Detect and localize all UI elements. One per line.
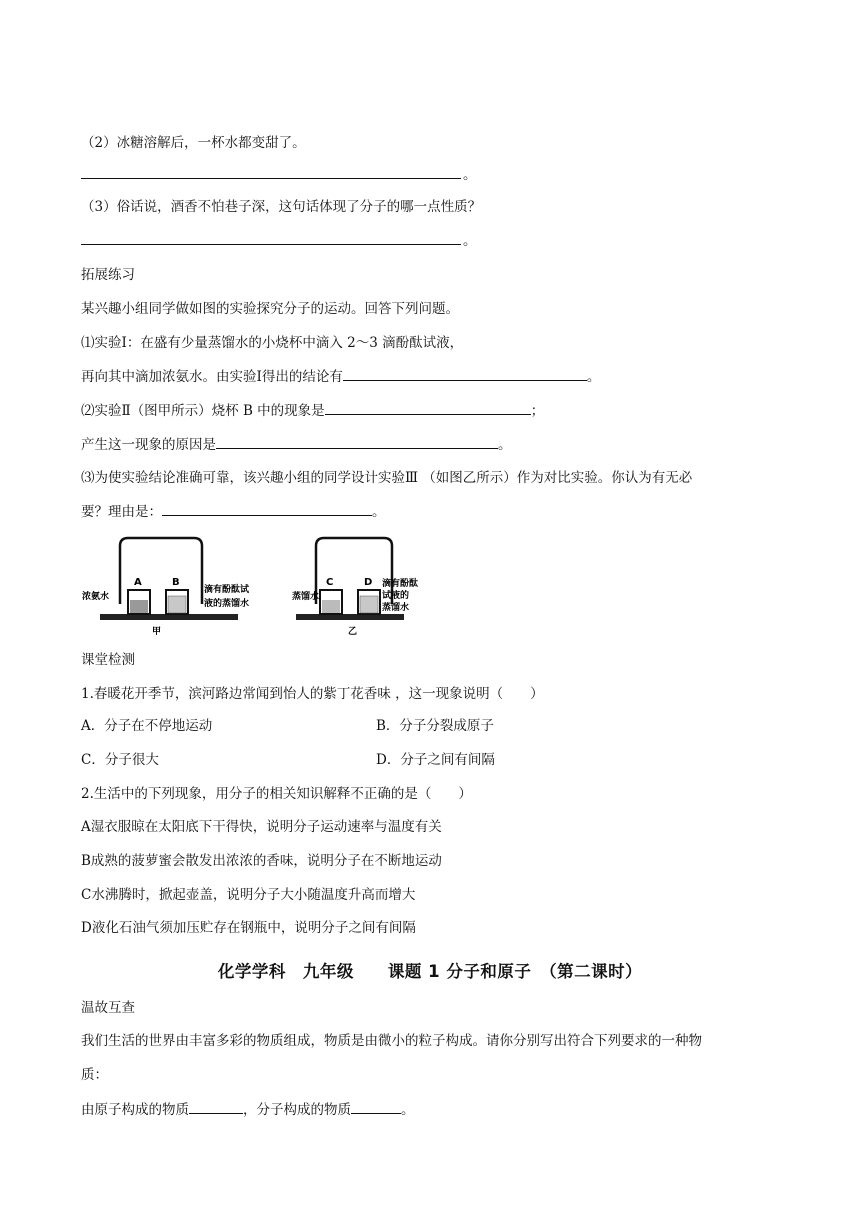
classroom-q2-option-b[interactable]: B成熟的菠萝蜜会散发出浓浓的香味，说明分子在不断地运动 [81,853,442,869]
question-3-text: （3）俗话说，酒香不怕巷子深，这句话体现了分子的哪一点性质？ [81,199,482,215]
extension-intro: 某兴趣小组同学做如图的实验探究分子的运动。回答下列问题。 [81,301,459,317]
review-line3-a: 由原子构成的物质 [81,1102,189,1118]
review-title: 温故互查 [81,1000,135,1016]
extension-p2-line2 [81,435,512,454]
classroom-q2-option-c[interactable]: C水沸腾时，掀起壶盖，说明分子大小随温度升高而增大 [81,887,416,903]
extension-p3-line1: ⑶为使实验结论准确可靠，该兴趣小组的同学设计实验Ⅲ （如图乙所示）作为对比实验。你认为有无必 [81,470,693,486]
extension-p2-line1-text: ⑵实验Ⅱ（图甲所示）烧杯 B 中的现象是 [81,403,325,419]
classroom-q1-option-a[interactable]: A．分子在不停地运动 [81,718,213,734]
classroom-q2-option-a[interactable]: A湿衣服晾在太阳底下干得快，说明分子运动速率与温度有关 [81,819,442,835]
classroom-q1-option-c[interactable]: C．分子很大 [81,752,159,768]
experiment-figure-jia [82,530,272,642]
answer-blank-p3[interactable] [162,502,372,516]
label-c: C [326,577,334,588]
right-label-yi-2: 试液的 [382,591,410,601]
review-line3-b: ，分子构成的物质 [243,1102,351,1118]
classroom-q2: 2.生活中的下列现象，用分子的相关知识解释不正确的是（ ） [81,786,472,802]
extension-p2-line2-end: 。 [498,437,512,453]
classroom-q2-option-d[interactable]: D液化石油气须加压贮存在钢瓶中，说明分子之间有间隔 [81,920,416,936]
distilled-water [322,600,340,613]
answer-blank-p2a[interactable] [325,401,531,415]
extension-p3-line2-text: 要？理由是： [81,504,162,520]
extension-p2-line1 [81,401,544,420]
classroom-q1-option-d[interactable]: D．分子之间有间隔 [376,752,495,768]
answer-line-q3-end: 。 [463,233,477,249]
classroom-q1: 1.春暖花开季节，滨河路边常闻到怡人的紫丁花香味 ，这一现象说明（ ） [81,686,544,702]
base-plate [296,614,404,620]
answer-blank-atom[interactable] [189,1100,243,1114]
experiment-figure-yi [292,530,422,642]
extension-title: 拓展练习 [81,267,135,283]
answer-line-q3[interactable] [81,244,461,245]
caption-jia: 甲 [152,627,162,637]
phenolphthalein-water [168,596,186,613]
extension-p2-end: ； [530,403,545,419]
ammonia-liquid [130,600,148,613]
answer-blank-p1[interactable] [343,367,587,381]
label-b: B [172,577,180,588]
review-line3-end: 。 [401,1102,415,1118]
answer-blank-p2b[interactable] [216,435,498,449]
right-label-jia-2: 液的蒸馏水 [204,599,250,609]
classroom-title: 课堂检测 [81,652,135,668]
left-label-jia: 浓氨水 [82,592,110,602]
review-line1: 我们生活的世界由丰富多彩的物质组成，物质是由微小的粒子构成。请你分别写出符合下列要求的一种物 [81,1033,702,1049]
label-a: A [134,577,142,588]
right-label-jia-1: 滴有酚酞试 [204,585,250,595]
extension-p3-line2 [81,502,386,521]
answer-line-q2-end: 。 [463,167,477,183]
extension-p1-line2 [81,367,600,386]
review-line3 [81,1100,415,1119]
answer-line-q2[interactable] [81,178,461,179]
question-2-text: （2）冰糖溶解后，一杯水都变甜了。 [81,135,306,151]
review-line2: 质： [81,1067,108,1083]
phenolphthalein-water [360,596,378,613]
extension-p2-line2-text: 产生这一现象的原因是 [81,437,216,453]
caption-yi: 乙 [348,627,358,637]
extension-p1-end: 。 [586,369,601,385]
right-label-yi-3: 蒸馏水 [382,603,410,613]
classroom-q1-option-b[interactable]: B．分子分裂成原子 [376,718,494,734]
extension-p1-line1: ⑴实验Ⅰ：在盛有少量蒸馏水的小烧杯中滴入 2～3 滴酚酞试液， [81,335,464,351]
extension-p3-end: 。 [372,504,386,520]
right-label-yi-1: 滴有酚酞 [382,579,419,589]
answer-blank-molecule[interactable] [351,1100,401,1114]
label-d: D [364,577,373,588]
lesson-heading: 化学学科 九年级 课题 1 分子和原子 （第二课时） [217,962,643,981]
left-label-yi: 蒸馏水 [292,592,320,602]
extension-p1-line2-text: 再向其中滴加浓氨水。由实验Ⅰ得出的结论有 [81,369,343,385]
